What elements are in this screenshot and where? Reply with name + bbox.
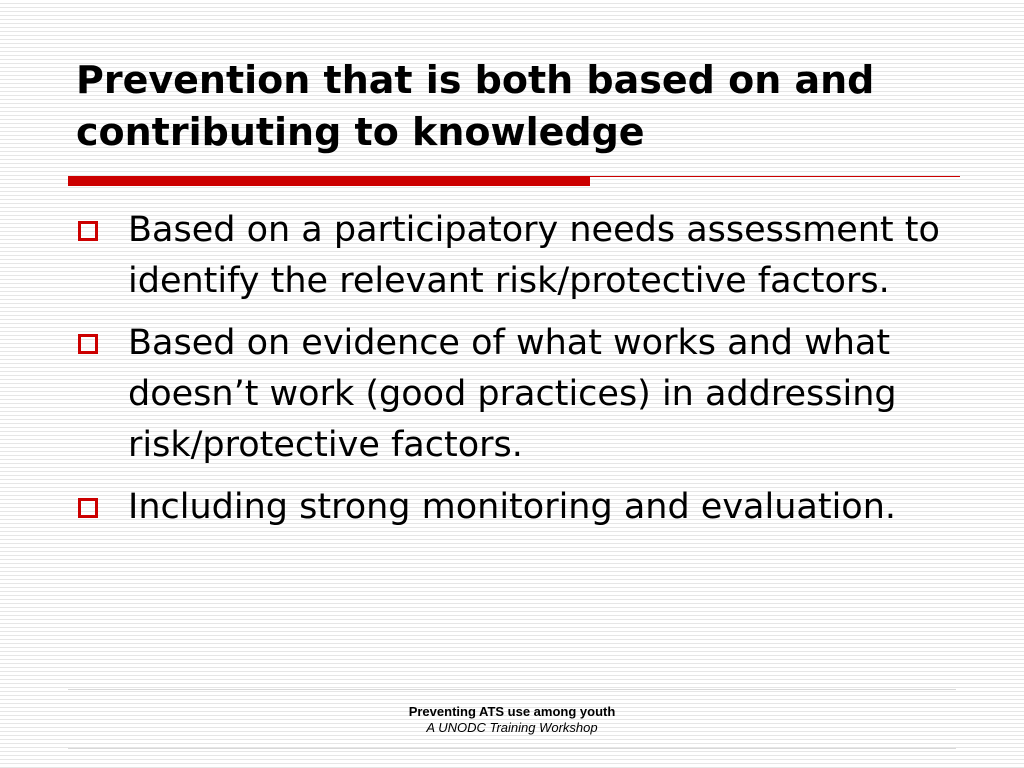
- footer: [0, 704, 1024, 736]
- hollow-square-bullet-icon: [78, 334, 98, 354]
- bullet-item: [76, 318, 956, 471]
- bullet-list: [76, 205, 956, 544]
- slide-title: Prevention that is both based on and contributing to knowledge: [76, 58, 875, 154]
- bullet-text: Based on a participatory needs assessment to identify the relevant risk/protective factors.: [128, 210, 940, 301]
- hollow-square-bullet-icon: [78, 498, 98, 518]
- bullet-item: [76, 482, 956, 533]
- footer-title: Preventing ATS use among youth: [408, 704, 616, 719]
- bullet-item: [76, 205, 956, 307]
- bullet-text: Based on evidence of what works and what doesn’t work (good practices) in addressing risk/protective factors.: [128, 323, 897, 465]
- title-underline-thick: [68, 176, 590, 186]
- footer-subtitle: A UNODC Training Workshop: [426, 720, 598, 735]
- hollow-square-bullet-icon: [78, 221, 98, 241]
- footer-divider-top: [68, 689, 956, 690]
- title-underline-thin: [590, 176, 960, 177]
- footer-divider-bottom: [68, 748, 956, 749]
- bullet-text: Including strong monitoring and evaluation.: [128, 487, 897, 527]
